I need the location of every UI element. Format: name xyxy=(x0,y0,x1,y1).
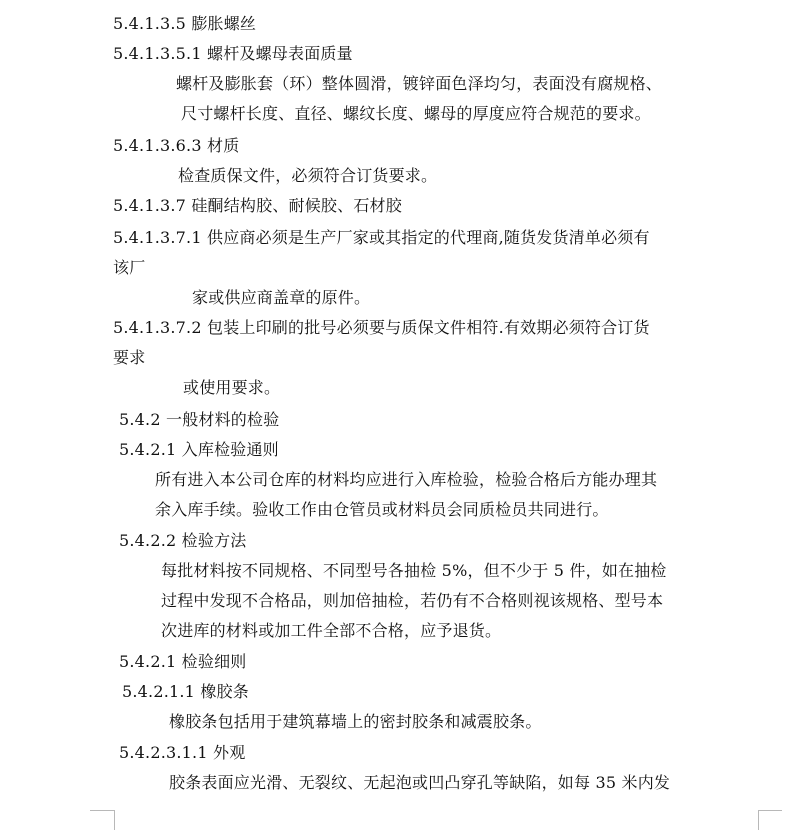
paragraph-line: 该厂 xyxy=(113,258,146,277)
heading-5-4-2-3-1-1: 5.4.2.3.1.1 外观 xyxy=(119,743,246,762)
heading-5-4-2-1-1: 5.4.2.1.1 橡胶条 xyxy=(122,682,249,701)
heading-5-4-1-3-5: 5.4.1.3.5 膨胀螺丝 xyxy=(113,14,257,33)
heading-5-4-2: 5.4.2 一般材料的检验 xyxy=(119,410,280,429)
heading-5-4-1-3-7-2: 5.4.1.3.7.2 包装上印刷的批号必须要与质保文件相符.有效期必须符合订货 xyxy=(113,318,650,337)
paragraph-line: 过程中发现不合格品，则加倍抽检，若仍有不合格则视该规格、型号本 xyxy=(161,591,664,610)
page-corner-mark-right xyxy=(758,810,783,830)
paragraph-line: 次进库的材料或加工件全部不合格，应予退货。 xyxy=(161,621,502,640)
heading-5-4-2-1: 5.4.2.1 入库检验通则 xyxy=(119,440,279,459)
heading-5-4-1-3-7: 5.4.1.3.7 硅酮结构胶、耐候胶、石材胶 xyxy=(113,196,402,215)
paragraph-line: 或使用要求。 xyxy=(183,378,281,397)
page-corner-mark-left xyxy=(90,810,115,830)
paragraph-line: 尺寸螺杆长度、直径、螺纹长度、螺母的厚度应符合规范的要求。 xyxy=(181,104,651,123)
heading-5-4-1-3-5-1: 5.4.1.3.5.1 螺杆及螺母表面质量 xyxy=(113,44,353,63)
paragraph-line: 橡胶条包括用于建筑幕墙上的密封胶条和减震胶条。 xyxy=(169,712,542,731)
paragraph-line: 要求 xyxy=(113,348,146,367)
heading-5-4-2-2: 5.4.2.2 检验方法 xyxy=(119,531,247,550)
paragraph-line: 每批材料按不同规格、不同型号各抽检 5%，但不少于 5 件，如在抽检 xyxy=(161,561,667,580)
paragraph-line: 所有进入本公司仓库的材料均应进行入库检验，检验合格后方能办理其 xyxy=(155,470,658,489)
paragraph-line: 胶条表面应光滑、无裂纹、无起泡或凹凸穿孔等缺陷，如每 35 米内发 xyxy=(169,773,671,792)
heading-5-4-1-3-6-3: 5.4.1.3.6.3 材质 xyxy=(113,136,240,155)
heading-5-4-1-3-7-1: 5.4.1.3.7.1 供应商必须是生产厂家或其指定的代理商,随货发货清单必须有 xyxy=(113,228,650,247)
paragraph-line: 家或供应商盖章的原件。 xyxy=(192,288,371,307)
page-corner-mark-right-line xyxy=(758,810,782,811)
heading-5-4-2-1-detail: 5.4.2.1 检验细则 xyxy=(119,652,247,671)
paragraph-line: 螺杆及膨胀套（环）整体圆滑，镀锌面色泽均匀，表面没有腐规格、 xyxy=(176,74,663,93)
paragraph-line: 检查质保文件，必须符合订货要求。 xyxy=(178,166,438,185)
paragraph-line: 余入库手续。验收工作由仓管员或材料员会同质检员共同进行。 xyxy=(155,500,609,519)
page-corner-mark-left-line xyxy=(90,810,114,811)
